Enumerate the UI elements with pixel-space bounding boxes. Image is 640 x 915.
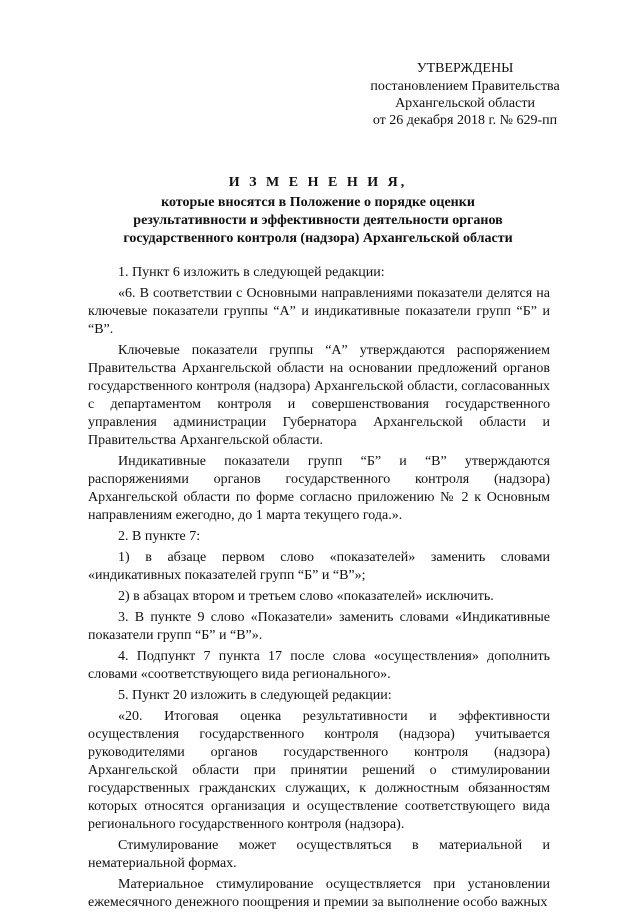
- approval-title: УТВЕРЖДЕНЫ: [416, 61, 514, 76]
- body-paragraph: 2. В пункте 7:: [118, 529, 201, 544]
- approval-line: Архангельской области: [395, 96, 535, 111]
- approval-stamp: [360, 60, 570, 129]
- document-subtitle-line: государственного контроля (надзора) Архангельской области: [123, 231, 513, 246]
- body-paragraph: 1. Пункт 6 изложить в следующей редакции:: [118, 265, 385, 280]
- body-paragraph: 5. Пункт 20 изложить в следующей редакции:: [118, 688, 392, 703]
- document-heading: [88, 174, 548, 248]
- body-paragraph: «20. Итоговая оценка результативности и эффективности осуществления государственного контроля (надзора) учитывается руководителями органов государственного контроля (надзора) Архангельской области при принятии решений о стимулировании государственных гражданских служащих, к должностным обязанностям которых относятся организация и осуществление соответствующего вида регионального государственного контроля (надзора).: [88, 709, 550, 832]
- body-paragraph: «6. В соответствии с Основными направлениями показатели делятся на ключевые показатели группы “А” и индикативные показатели групп “Б” и “В”.: [88, 286, 550, 337]
- body-paragraph: Материальное стимулирование осуществляется при установлении ежемесячного денежного поощрения и премии за выполнение особо важных: [88, 877, 550, 910]
- approval-date-line: от 26 декабря 2018 г. № 629-пп: [372, 113, 558, 128]
- document-body: [88, 264, 550, 915]
- body-paragraph: Стимулирование может осуществляться в материальной и нематериальной формах.: [88, 838, 550, 871]
- body-paragraph: 1) в абзаце первом слово «показателей» заменить словами «индикативных показателей групп “Б” и “В”»;: [88, 550, 550, 583]
- body-paragraph: 2) в абзацах втором и третьем слово «показателей» исключить.: [118, 589, 494, 604]
- body-paragraph: 4. Подпункт 7 пункта 17 после слова «осуществления» дополнить словами «соответствующего вида регионального».: [88, 649, 550, 682]
- document-subtitle-line: которые вносятся в Положение о порядке оценки: [161, 195, 475, 210]
- body-paragraph: 3. В пункте 9 слово «Показатели» заменить словами «Индикативные показатели групп “Б” и “В”».: [88, 610, 550, 643]
- body-paragraph: Ключевые показатели группы “А” утверждаются распоряжением Правительства Архангельской области на основании предложений органов государственного контроля (надзора) Архангельской области, согласованных с департаментом контроля и совершенствования государственного управления администрации Губернатора Архангельской области и Правительства Архангельской области.: [88, 343, 550, 448]
- document-title: И З М Е Н Е Н И Я,: [228, 175, 408, 190]
- approval-line: постановлением Правительства: [370, 79, 560, 94]
- body-paragraph: Индикативные показатели групп “Б” и “В” утверждаются распоряжениями органов государственного контроля (надзора) Архангельской области по форме согласно приложению № 2 к Основным направлениям ежегодно, до 1 марта текущего года.».: [88, 454, 550, 523]
- document-subtitle-line: результативности и эффективности деятельности органов: [133, 213, 503, 228]
